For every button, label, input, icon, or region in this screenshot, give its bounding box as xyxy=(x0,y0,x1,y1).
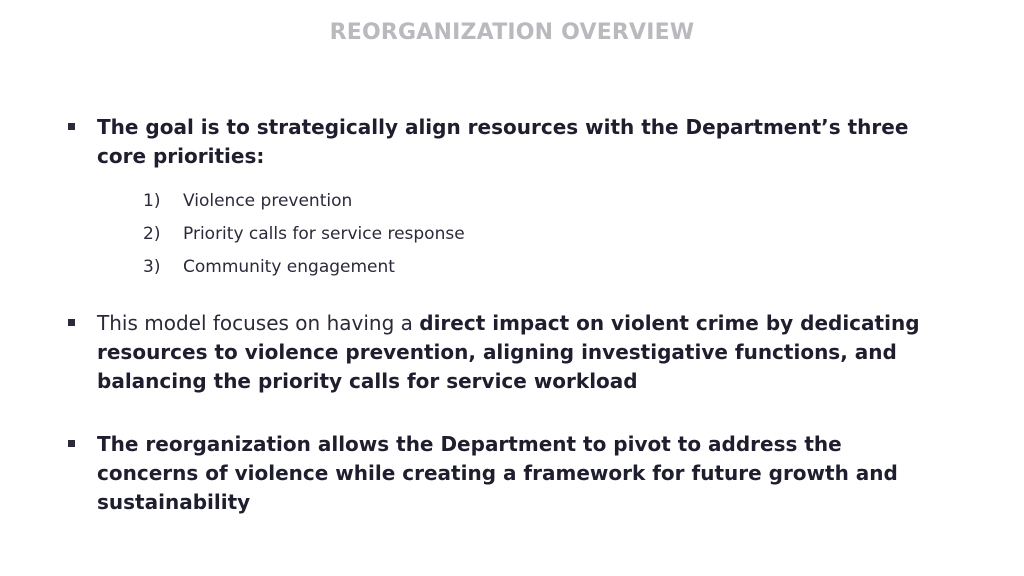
slide-title: REORGANIZATION OVERVIEW xyxy=(329,20,695,45)
list-number: 1) xyxy=(143,190,161,211)
list-item xyxy=(143,184,643,217)
bullet-text xyxy=(97,309,948,396)
list-label: Priority calls for service response xyxy=(183,223,465,244)
list-item xyxy=(143,250,643,283)
square-bullet-icon xyxy=(68,123,75,130)
list-label: Violence prevention xyxy=(183,190,353,211)
priorities-list xyxy=(143,184,643,283)
bullet-model xyxy=(68,309,948,396)
list-item xyxy=(143,217,643,250)
bullet-emphasis-text: direct impact on violent crime by dedicating resources to violence prevention, aligning investigative functions, and balancing the priority calls for service workload xyxy=(97,311,920,393)
list-number: 2) xyxy=(143,223,161,244)
square-bullet-icon xyxy=(68,440,75,447)
bullet-text: The reorganization allows the Department to pivot to address the concerns of violence while creating a framework for future growth and sustainability xyxy=(97,432,898,514)
list-number: 3) xyxy=(143,256,161,277)
bullet-reorganization xyxy=(68,430,948,517)
list-label: Community engagement xyxy=(183,256,395,277)
bullet-lead-text: This model focuses on having a xyxy=(97,311,420,335)
bullet-goal xyxy=(68,113,948,171)
square-bullet-icon xyxy=(68,319,75,326)
bullet-text: The goal is to strategically align resources with the Department’s three core priorities: xyxy=(97,115,909,168)
